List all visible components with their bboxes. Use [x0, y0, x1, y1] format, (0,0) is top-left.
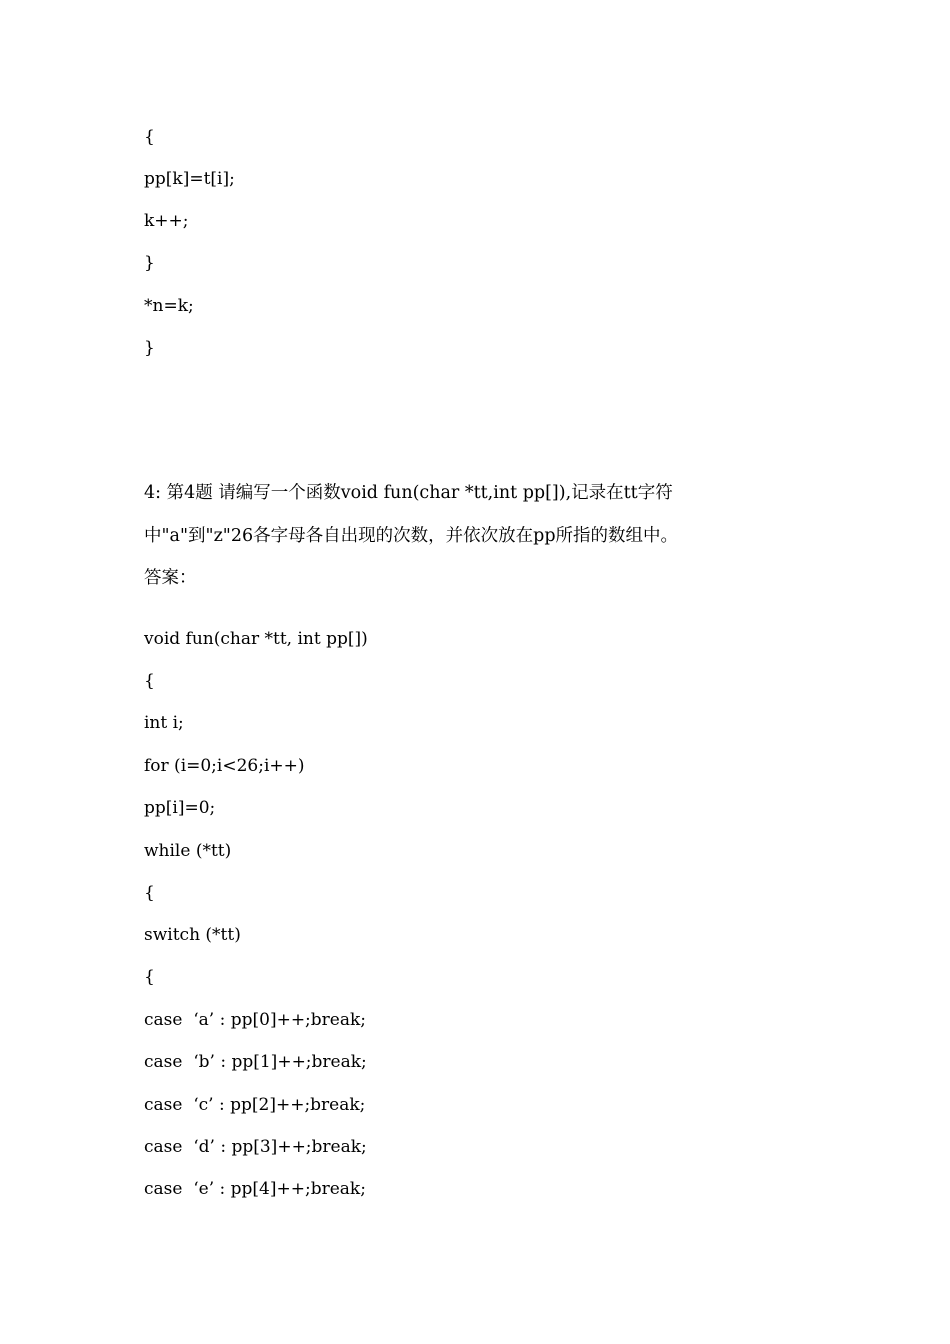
- code-line: void fun(char *tt, int pp[]): [144, 629, 368, 649]
- code-line: pp[i]=0;: [144, 798, 216, 818]
- code-line: *n=k;: [144, 296, 194, 316]
- code-line: case ‘a’ : pp[0]++;break;: [144, 1010, 367, 1030]
- code-line: k++;: [144, 211, 189, 231]
- code-line: for (i=0;i<26;i++): [144, 756, 305, 776]
- code-line: switch (*tt): [144, 925, 241, 945]
- answer-label: 答案：: [144, 568, 197, 588]
- code-line: case ‘b’ : pp[1]++;break;: [144, 1052, 367, 1072]
- question-text-line-1: 4: 第4题 请编写一个函数void fun(char *tt,int pp[]),记录在tt字符: [144, 483, 673, 503]
- code-line: case ‘d’ : pp[3]++;break;: [144, 1137, 367, 1157]
- code-line: pp[k]=t[i];: [144, 169, 235, 189]
- code-line: {: [144, 883, 155, 903]
- code-line: }: [144, 338, 155, 358]
- code-line: {: [144, 967, 155, 987]
- code-line: case ‘c’ : pp[2]++;break;: [144, 1095, 366, 1115]
- code-line: }: [144, 253, 155, 273]
- code-line: while (*tt): [144, 841, 232, 861]
- code-line: case ‘e’ : pp[4]++;break;: [144, 1179, 366, 1199]
- code-line: int i;: [144, 713, 184, 733]
- question-text-line-2: 中"a"到"z"26各字母各自出现的次数，并依次放在pp所指的数组中。: [144, 526, 679, 546]
- code-line: {: [144, 671, 155, 691]
- code-line: {: [144, 127, 155, 147]
